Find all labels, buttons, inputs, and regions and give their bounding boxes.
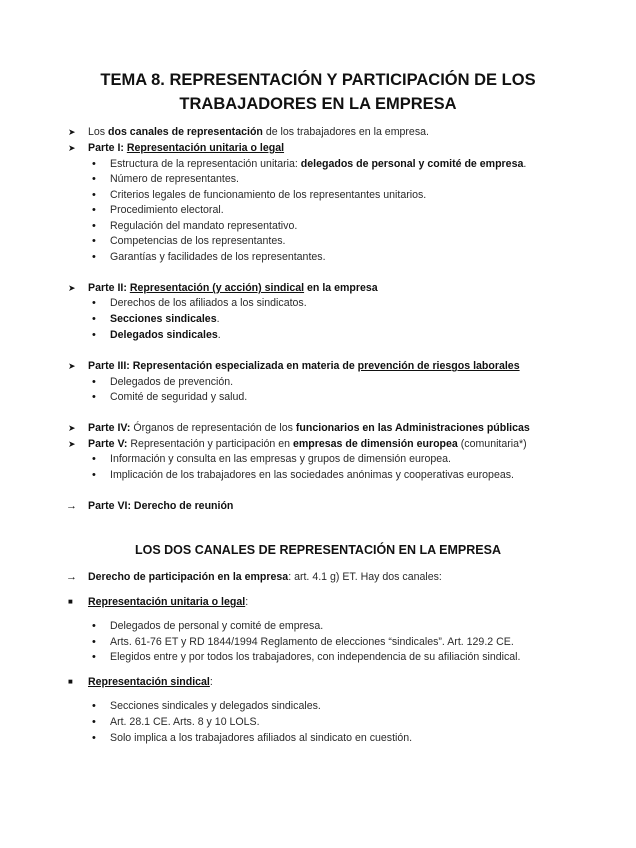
list-item: Delegados de prevención.	[110, 376, 234, 388]
bullet-icon: •	[92, 469, 96, 481]
arrowhead-icon: ➤	[68, 283, 76, 293]
arrowhead-icon: ➤	[68, 439, 76, 449]
list-item: Elegidos entre y por todos los trabajadores, con independencia de su afiliación sindical.	[110, 651, 521, 663]
arrowhead-icon: ➤	[68, 143, 76, 153]
parte-5-heading: Parte V: Representación y participación en empresas de dimensión europea (comunitaria*)	[88, 438, 527, 450]
arrow-right-icon: →	[66, 571, 77, 583]
bullet-icon: •	[92, 636, 96, 648]
arrowhead-icon: ➤	[68, 361, 76, 371]
bullet-icon: •	[92, 313, 96, 325]
list-item: Delegados de personal y comité de empresa.	[110, 620, 324, 632]
section-subtitle: LOS DOS CANALES DE REPRESENTACIÓN EN LA EMPRESA	[134, 543, 501, 557]
bullet-icon: •	[92, 204, 96, 216]
list-item: Competencias de los representantes.	[110, 235, 286, 247]
arrow-right-icon: →	[66, 500, 77, 512]
list-item: Regulación del mandato representativo.	[110, 220, 298, 232]
parte-1-heading: Parte I: Representación unitaria o legal	[88, 142, 285, 154]
list-item-canales: Los dos canales de representación de los trabajadores en la empresa.	[88, 126, 429, 138]
list-item: Secciones sindicales.	[110, 313, 220, 325]
title-line-2: TRABAJADORES EN LA EMPRESA	[179, 95, 457, 113]
bullet-icon: •	[92, 251, 96, 263]
list-item: Art. 28.1 CE. Arts. 8 y 10 LOLS.	[110, 716, 260, 728]
list-item: Arts. 61-76 ET y RD 1844/1994 Reglamento de elecciones “sindicales”. Art. 129.2 CE.	[110, 636, 514, 648]
bullet-icon: •	[92, 158, 96, 170]
bullet-icon: •	[92, 376, 96, 388]
bullet-icon: •	[92, 453, 96, 465]
bullet-icon: •	[92, 716, 96, 728]
list-item: Estructura de la representación unitaria: delegados de personal y comité de empresa.	[110, 158, 527, 170]
list-item: Número de representantes.	[110, 173, 239, 185]
list-item: Comité de seguridad y salud.	[110, 391, 248, 403]
parte-2-heading: Parte II: Representación (y acción) sindical en la empresa	[88, 282, 378, 294]
bullet-icon: •	[92, 329, 96, 341]
section-intro: Derecho de participación en la empresa: art. 4.1 g) ET. Hay dos canales:	[88, 571, 442, 583]
bullet-icon: •	[92, 220, 96, 232]
title-line-1: TEMA 8. REPRESENTACIÓN Y PARTICIPACIÓN DE LOS	[100, 71, 536, 89]
bullet-icon: •	[92, 732, 96, 744]
bullet-icon: •	[92, 235, 96, 247]
sindical-heading: Representación sindical:	[88, 676, 213, 688]
list-item: Derechos de los afiliados a los sindicatos.	[110, 297, 307, 309]
square-bullet-icon: ■	[68, 677, 73, 686]
arrowhead-icon: ➤	[68, 127, 76, 137]
list-item: Garantías y facilidades de los representantes.	[110, 251, 326, 263]
list-item: Implicación de los trabajadores en las sociedades anónimas y cooperativas europeas.	[110, 469, 514, 481]
list-item: Delegados sindicales.	[110, 329, 221, 341]
bullet-icon: •	[92, 173, 96, 185]
parte-4-heading: Parte IV: Órganos de representación de los funcionarios en las Administraciones públicas	[88, 422, 530, 434]
parte-6-heading: Parte VI: Derecho de reunión	[88, 500, 234, 512]
list-item: Información y consulta en las empresas y grupos de dimensión europea.	[110, 453, 451, 465]
list-item: Procedimiento electoral.	[110, 204, 224, 216]
square-bullet-icon: ■	[68, 597, 73, 606]
bullet-icon: •	[92, 700, 96, 712]
unitaria-heading: Representación unitaria o legal:	[88, 596, 249, 608]
bullet-icon: •	[92, 651, 96, 663]
bullet-icon: •	[92, 297, 96, 309]
list-item: Secciones sindicales y delegados sindicales.	[110, 700, 321, 712]
list-item: Solo implica a los trabajadores afiliados al sindicato en cuestión.	[110, 732, 413, 744]
bullet-icon: •	[92, 391, 96, 403]
bullet-icon: •	[92, 189, 96, 201]
parte-3-heading: Parte III: Representación especializada en materia de prevención de riesgos laborales	[88, 360, 520, 372]
document-title	[60, 68, 576, 116]
list-item: Criterios legales de funcionamiento de los representantes unitarios.	[110, 189, 427, 201]
arrowhead-icon: ➤	[68, 423, 76, 433]
bullet-icon: •	[92, 620, 96, 632]
